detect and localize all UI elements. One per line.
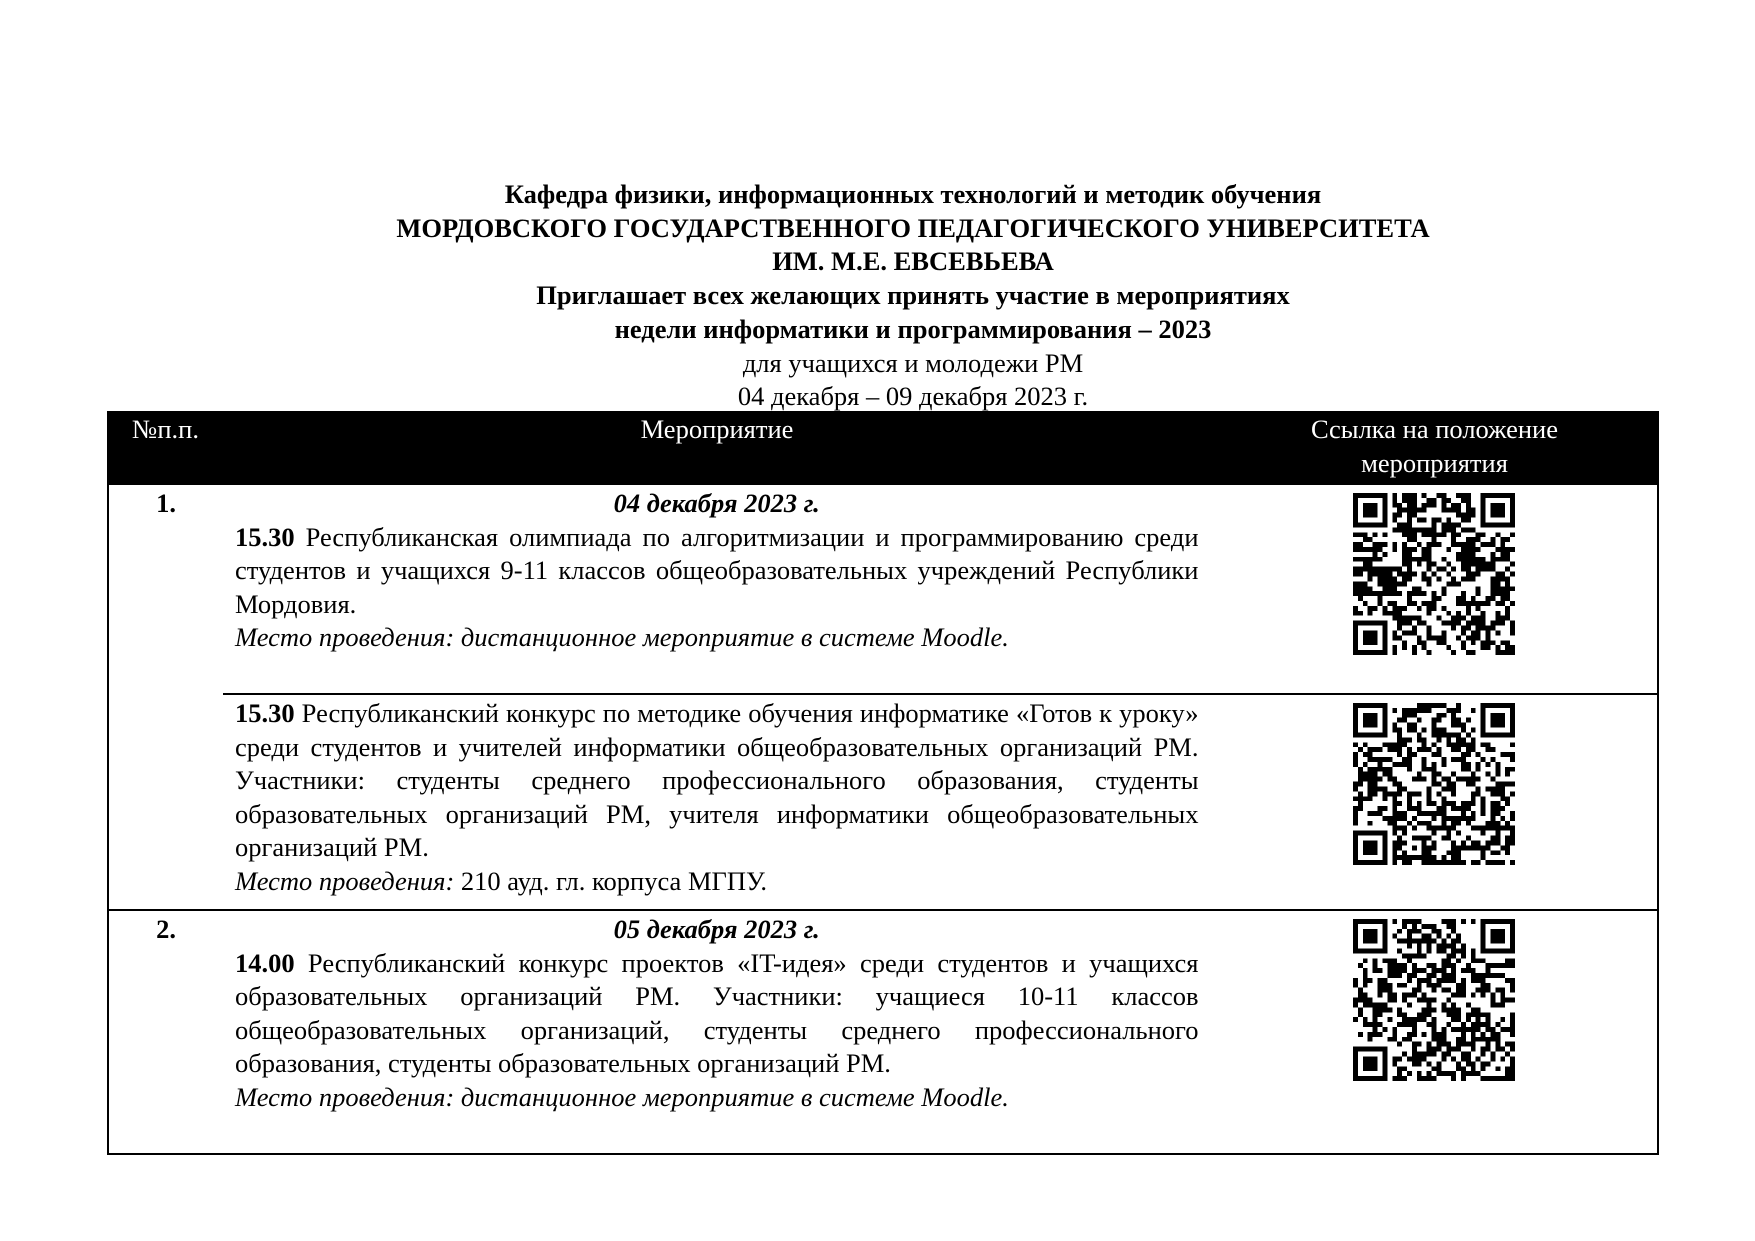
column-header-event [223, 412, 1211, 484]
event-cell [223, 484, 1211, 694]
column-header-num [108, 412, 223, 484]
qr-code-icon[interactable] [1353, 493, 1515, 655]
event-date: 04 декабря 2023 г. [613, 488, 820, 518]
university-name: МОРДОВСКОГО ГОСУДАРСТВЕННОГО ПЕДАГОГИЧЕСКОГО УНИВЕРСИТЕТА [396, 212, 1430, 243]
column-header-num-label: №п.п. [132, 414, 199, 444]
event-time: 15.30 [235, 698, 295, 728]
event-description [235, 697, 1199, 865]
event-text: Республиканский конкурс проектов «IT-идея» среди студентов и учащихся образовательных организаций РМ. Участники: учащиеся 10-11 классов общеобразовательных организаций, студенты среднего профессионального образования, студенты образовательных организаций РМ. [235, 947, 1199, 1079]
table-header-row [108, 412, 1658, 484]
column-header-link-label-1: Ссылка на положение [1311, 414, 1558, 444]
event-description [235, 521, 1199, 622]
event-description [235, 947, 1199, 1081]
university-name-suffix: ИМ. М.Е. ЕВСЕВЬЕВА [772, 246, 1054, 277]
event-date: 05 декабря 2023 г. [613, 914, 820, 944]
table-row [108, 694, 1658, 910]
row-number: 2. [108, 910, 223, 1154]
row-number: 1. [108, 484, 223, 910]
table-row [108, 910, 1658, 1154]
event-week-title: недели информатики и программирования – 2023 [614, 313, 1212, 344]
event-text: Республиканский конкурс по методике обучения информатике «Готов к уроку» среди студентов и учителей информатики общеобразовательных организаций РМ. Участники: студенты среднего профессионального образования, студенты образовательных организаций РМ, учителя информатики общеобразовательных организаций РМ. [235, 698, 1199, 863]
link-cell [1211, 910, 1658, 1154]
event-text: Республиканская олимпиада по алгоритмизации и программированию среди студентов и учащихся 9-11 классов общеобразовательных учреждений Республики Мордовия. [235, 521, 1199, 619]
link-cell [1211, 694, 1658, 910]
events-table [107, 411, 1659, 1155]
column-header-event-label: Мероприятие [640, 414, 794, 444]
invitation-line: Приглашает всех желающих принять участие в мероприятиях [536, 280, 1290, 311]
qr-code-icon[interactable] [1353, 703, 1515, 865]
link-cell [1211, 484, 1658, 694]
document-header [0, 178, 1755, 414]
event-time: 15.30 [235, 521, 295, 552]
event-place-value: 210 ауд. гл. корпуса МГПУ. [454, 865, 768, 896]
column-header-link [1211, 412, 1658, 484]
event-cell [223, 910, 1211, 1154]
event-place [235, 865, 1199, 899]
event-time: 14.00 [235, 947, 295, 978]
event-place: Место проведения: дистанционное мероприятие в системе Moodle. [235, 622, 1009, 653]
column-header-link-label-2: мероприятия [1361, 447, 1508, 478]
table-row [108, 484, 1658, 694]
event-cell [223, 694, 1211, 910]
audience-line: для учащихся и молодежи РМ [742, 347, 1084, 378]
event-place-label: Место проведения: [235, 865, 455, 896]
department-title: Кафедра физики, информационных технологий и методик обучения [504, 179, 1322, 209]
date-range: 04 декабря – 09 декабря 2023 г. [737, 381, 1089, 412]
qr-code-icon[interactable] [1353, 919, 1515, 1081]
event-place: Место проведения: дистанционное мероприятие в системе Moodle. [235, 1081, 1009, 1112]
